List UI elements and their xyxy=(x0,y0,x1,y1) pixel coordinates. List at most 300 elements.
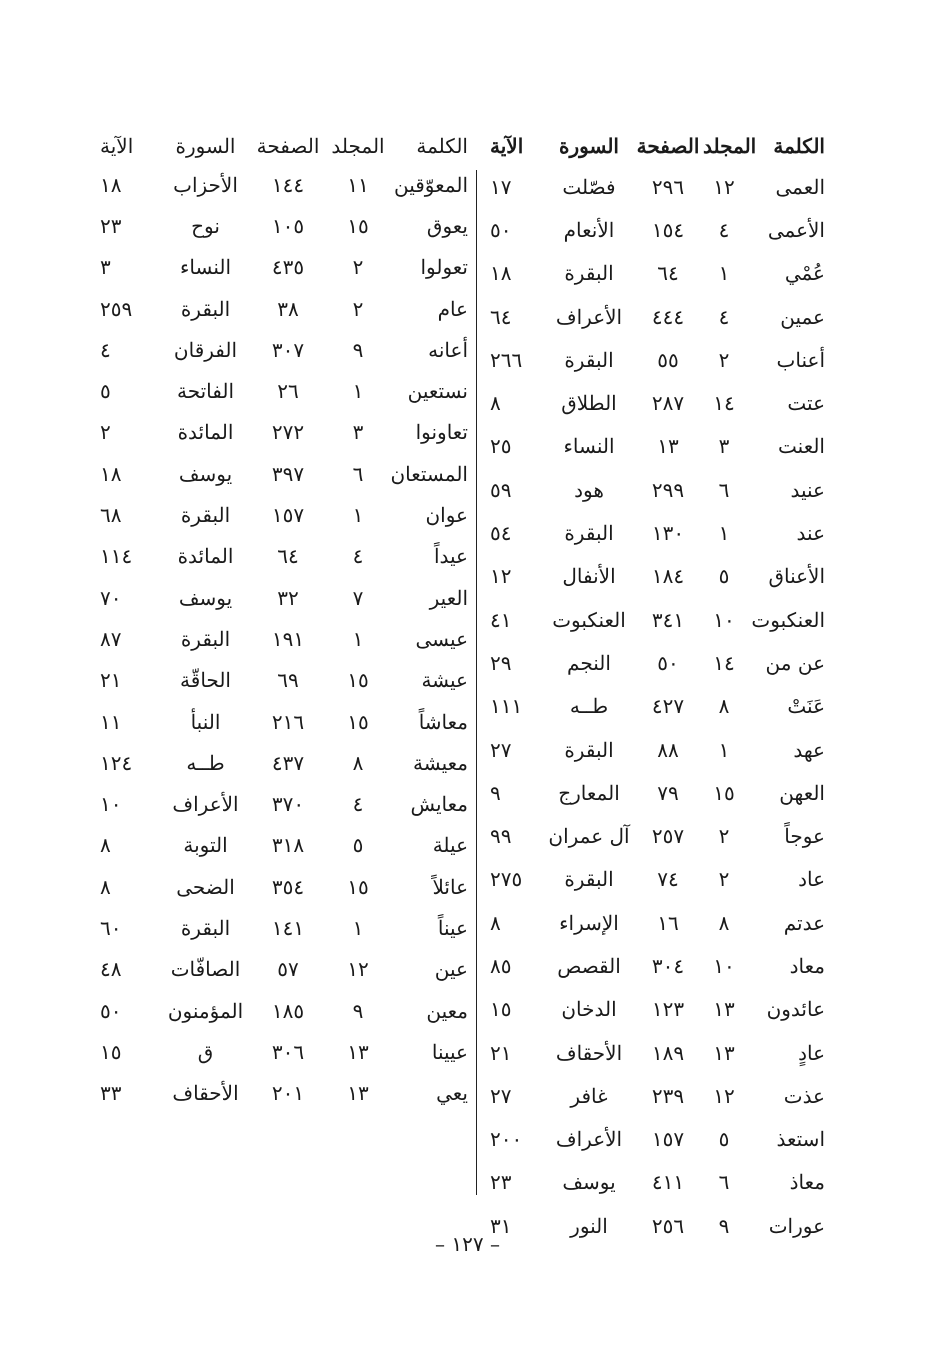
entry-word: يعي xyxy=(436,1081,468,1106)
entry-volume: ٥ xyxy=(352,833,364,858)
entry-word: عوان xyxy=(425,503,468,528)
table-row xyxy=(490,900,825,943)
entry-volume: ١٤ xyxy=(713,650,735,675)
entry-word: عنيد xyxy=(790,477,825,502)
entry-word: العنت xyxy=(778,434,825,459)
entry-page: ١٥٧ xyxy=(651,1127,685,1152)
entry-verse: ٢٧ xyxy=(490,737,512,762)
entry-page: ٢٥٦ xyxy=(651,1213,685,1238)
table-row xyxy=(100,536,468,577)
table-row xyxy=(490,1160,825,1203)
entry-word: المعوّقين xyxy=(393,172,468,197)
page-number: – ١٢٧ – xyxy=(435,1232,500,1256)
entry-word: عيينا xyxy=(431,1039,468,1064)
table-row xyxy=(490,554,825,597)
header-surah: السورة xyxy=(175,134,236,158)
entry-surah: البقرة xyxy=(180,626,231,651)
header-volume: المجلد xyxy=(703,134,757,158)
entry-volume: ١٥ xyxy=(347,213,369,238)
entry-surah: الضحى xyxy=(176,874,235,899)
left-header-row xyxy=(100,128,468,164)
entry-surah: البقرة xyxy=(564,867,614,892)
column-divider xyxy=(476,170,477,1195)
entry-volume: ١٠ xyxy=(713,953,735,978)
entry-surah: الإسراء xyxy=(559,910,619,935)
entry-surah: الفاتحة xyxy=(176,379,235,404)
entry-surah: النبأ xyxy=(190,709,221,734)
entry-volume: ١٢ xyxy=(347,957,369,982)
table-row xyxy=(100,412,468,453)
entry-surah: المائدة xyxy=(177,544,234,569)
entry-surah: الحاقّة xyxy=(180,668,231,693)
entry-page: ٢٩٦ xyxy=(651,174,685,199)
entry-verse: ٤ xyxy=(100,337,111,362)
table-row xyxy=(490,1117,825,1160)
table-row xyxy=(100,990,468,1031)
table-row xyxy=(490,943,825,986)
entry-volume: ١١ xyxy=(347,172,369,197)
entry-page: ١٠٥ xyxy=(271,213,305,238)
entry-surah: البقرة xyxy=(564,347,614,372)
entry-word: معايش xyxy=(410,792,468,817)
header-page: الصفحة xyxy=(636,134,700,158)
table-row xyxy=(490,857,825,900)
entry-volume: ١٤ xyxy=(713,391,735,416)
entry-page: ٥٠ xyxy=(657,650,679,675)
entry-volume: ١٢ xyxy=(713,1083,735,1108)
table-row xyxy=(100,247,468,288)
entry-volume: ٤ xyxy=(352,544,364,569)
entry-word: الأعناق xyxy=(768,564,825,589)
entry-verse: ٥ xyxy=(100,379,111,404)
entry-word: العير xyxy=(429,585,468,610)
entry-volume: ١٣ xyxy=(713,1040,735,1065)
entry-word: عُمْي xyxy=(784,261,825,286)
entry-surah: طــه xyxy=(569,694,609,719)
entry-word: عادٍ xyxy=(798,1040,825,1065)
entry-volume: ٥ xyxy=(718,1127,730,1152)
header-word: الكلمة xyxy=(773,134,825,158)
table-row xyxy=(490,770,825,813)
entry-volume: ٧ xyxy=(352,585,364,610)
entry-page: ١٤٤ xyxy=(271,172,305,197)
entry-page: ١٨٤ xyxy=(651,564,685,589)
entry-word: معين xyxy=(426,998,468,1023)
header-verse: الآية xyxy=(100,134,134,158)
entry-page: ٢٣٩ xyxy=(651,1083,685,1108)
table-row xyxy=(100,825,468,866)
entry-word: معاد xyxy=(789,953,825,978)
entry-verse: ٢٠٠ xyxy=(490,1127,523,1152)
entry-word: أعناب xyxy=(776,347,825,372)
entry-verse: ٣١ xyxy=(490,1213,512,1238)
entry-verse: ٣ xyxy=(100,255,111,280)
table-row xyxy=(490,987,825,1030)
table-row xyxy=(100,660,468,701)
entry-verse: ١٥ xyxy=(100,1039,122,1064)
entry-volume: ١٠ xyxy=(713,607,735,632)
table-row xyxy=(100,949,468,990)
entry-word: عن من xyxy=(765,650,825,675)
entry-page: ١٣٠ xyxy=(651,521,685,546)
entry-verse: ٤٨ xyxy=(100,957,122,982)
entry-page: ٢٥٧ xyxy=(651,824,685,849)
entry-verse: ١٨ xyxy=(490,261,512,286)
entry-word: عيناً xyxy=(437,915,468,940)
entry-volume: ١٣ xyxy=(713,997,735,1022)
entry-word: عورات xyxy=(768,1213,825,1238)
entry-page: ٣٩٧ xyxy=(271,461,305,486)
entry-surah: غافر xyxy=(570,1083,608,1108)
entry-surah: القصص xyxy=(557,953,621,978)
entry-page: ٥٥ xyxy=(657,347,679,372)
entry-verse: ١٨ xyxy=(100,461,122,486)
entry-verse: ١٧ xyxy=(490,174,512,199)
entry-volume: ١٣ xyxy=(347,1081,369,1106)
entry-volume: ١ xyxy=(352,379,364,404)
entry-surah: النور xyxy=(570,1213,608,1238)
entry-volume: ٦ xyxy=(718,1170,730,1195)
table-row xyxy=(100,577,468,618)
entry-verse: ١٢ xyxy=(490,564,512,589)
entry-verse: ٢٣ xyxy=(490,1170,512,1195)
entry-page: ٧٤ xyxy=(657,867,679,892)
table-row xyxy=(490,380,825,423)
entry-volume: ١ xyxy=(718,261,730,286)
entry-surah: النساء xyxy=(179,255,232,280)
entry-volume: ٨ xyxy=(718,694,730,719)
entry-verse: ٢١ xyxy=(100,668,122,693)
table-row xyxy=(100,866,468,907)
entry-page: ٢٩٩ xyxy=(651,477,685,502)
entry-verse: ٧٠ xyxy=(100,585,122,610)
entry-word: عذت xyxy=(783,1083,825,1108)
entry-page: ١٥٧ xyxy=(271,503,305,528)
entry-surah: المؤمنون xyxy=(167,998,244,1023)
entry-surah: المعارج xyxy=(558,780,620,805)
table-row xyxy=(100,783,468,824)
entry-volume: ٨ xyxy=(352,750,364,775)
entry-word: العمى xyxy=(775,174,825,199)
entry-surah: الأنفال xyxy=(562,564,616,589)
entry-surah: فصّلت xyxy=(562,174,616,199)
header-volume: المجلد xyxy=(331,134,385,158)
entry-page: ١٦ xyxy=(657,910,679,935)
entry-volume: ٥ xyxy=(718,564,730,589)
entry-verse: ١١١ xyxy=(490,694,523,719)
entry-verse: ١١ xyxy=(100,709,122,734)
table-row xyxy=(490,510,825,553)
entry-page: ٢٦ xyxy=(277,379,299,404)
entry-verse: ٦٠ xyxy=(100,915,122,940)
entry-surah: النساء xyxy=(563,434,615,459)
entry-word: عند xyxy=(796,521,825,546)
entry-verse: ١١٤ xyxy=(100,544,133,569)
entry-volume: ٦ xyxy=(718,477,730,502)
entry-surah: البقرة xyxy=(564,521,614,546)
table-row xyxy=(100,205,468,246)
entry-page: ٦٤ xyxy=(657,261,679,286)
entry-surah: هود xyxy=(574,477,604,502)
entry-volume: ٩ xyxy=(352,998,364,1023)
entry-page: ٣٠٧ xyxy=(271,337,305,362)
entry-word: عيلة xyxy=(432,833,468,858)
entry-surah: ق xyxy=(197,1039,214,1064)
entry-surah: الأحقاف xyxy=(555,1040,623,1065)
entry-surah: الفرقان xyxy=(173,337,238,362)
entry-word: عيداً xyxy=(433,544,468,569)
entry-surah: طــه xyxy=(186,750,225,775)
header-surah: السورة xyxy=(559,134,619,158)
entry-surah: يوسف xyxy=(562,1170,616,1195)
entry-surah: الطلاق xyxy=(561,391,617,416)
entry-page: ٣٥٤ xyxy=(271,874,305,899)
entry-page: ١٢٣ xyxy=(651,997,685,1022)
entry-word: استعذ xyxy=(776,1127,825,1152)
entry-verse: ٨ xyxy=(490,910,501,935)
entry-volume: ١٥ xyxy=(347,709,369,734)
entry-page: ٣٤١ xyxy=(651,607,685,632)
left-index-body xyxy=(100,164,468,1114)
table-row xyxy=(490,813,825,856)
entry-verse: ٢٩ xyxy=(490,650,512,675)
entry-verse: ٨ xyxy=(490,391,501,416)
entry-page: ٣٠٦ xyxy=(271,1039,305,1064)
entry-page: ٤١١ xyxy=(651,1170,685,1195)
entry-volume: ١٥ xyxy=(347,874,369,899)
entry-volume: ٦ xyxy=(352,461,364,486)
table-row xyxy=(100,288,468,329)
entry-volume: ٩ xyxy=(352,337,364,362)
entry-volume: ٤ xyxy=(718,217,730,242)
table-row xyxy=(490,727,825,770)
entry-verse: ٢٦٦ xyxy=(490,347,523,372)
entry-page: ١٤١ xyxy=(271,915,305,940)
entry-surah: النجم xyxy=(567,650,611,675)
entry-volume: ١ xyxy=(352,626,364,651)
entry-word: تعاونوا xyxy=(415,420,468,445)
entry-word: عائدون xyxy=(766,997,825,1022)
header-verse: الآية xyxy=(490,134,524,158)
table-row xyxy=(100,453,468,494)
entry-word: عهد xyxy=(793,737,825,762)
table-row xyxy=(490,597,825,640)
entry-word: معاذ xyxy=(789,1170,825,1195)
entry-word: تعولوا xyxy=(420,255,468,280)
entry-word: العهن xyxy=(779,780,825,805)
table-row xyxy=(490,424,825,467)
entry-page: ٥٧ xyxy=(277,957,299,982)
entry-page: ٤٤٤ xyxy=(651,304,685,329)
header-page: الصفحة xyxy=(256,134,320,158)
entry-surah: التوبة xyxy=(183,833,228,858)
entry-volume: ١ xyxy=(718,521,730,546)
entry-volume: ٢ xyxy=(718,347,730,372)
table-row xyxy=(100,1031,468,1072)
entry-surah: العنكبوت xyxy=(552,607,626,632)
entry-surah: الأعراف xyxy=(555,304,623,329)
entry-page: ٧٩ xyxy=(657,780,679,805)
entry-surah: نوح xyxy=(191,213,220,238)
entry-page: ١٣ xyxy=(657,434,679,459)
entry-word: عاد xyxy=(798,867,825,892)
table-row xyxy=(490,294,825,337)
entry-page: ٣٠٤ xyxy=(651,953,685,978)
entry-volume: ١ xyxy=(352,915,364,940)
entry-page: ٣٧٠ xyxy=(271,792,305,817)
entry-word: العنكبوت xyxy=(751,607,825,632)
entry-surah: آل عمران xyxy=(548,824,630,849)
entry-verse: ٢١ xyxy=(490,1040,512,1065)
entry-page: ١٨٥ xyxy=(271,998,305,1023)
entry-verse: ٥٩ xyxy=(490,477,512,502)
right-header-row xyxy=(490,128,825,164)
header-word: الكلمة xyxy=(416,134,468,158)
entry-page: ٣٨ xyxy=(277,296,299,321)
entry-verse: ٨٥ xyxy=(490,953,512,978)
entry-word: عيسى xyxy=(415,626,468,651)
entry-verse: ٩٩ xyxy=(490,824,512,849)
left-index-column xyxy=(100,128,468,1114)
entry-word: المستعان xyxy=(390,461,468,486)
entry-word: عين xyxy=(434,957,468,982)
entry-verse: ٥٠ xyxy=(490,217,512,242)
table-row xyxy=(100,618,468,659)
table-row xyxy=(100,494,468,535)
entry-volume: ١٥ xyxy=(713,780,735,805)
entry-volume: ٣ xyxy=(352,420,364,445)
table-row xyxy=(100,742,468,783)
entry-verse: ١٢٤ xyxy=(100,750,133,775)
entry-verse: ٢٥٩ xyxy=(100,296,133,321)
entry-verse: ٢٧٥ xyxy=(490,867,523,892)
entry-verse: ٨ xyxy=(100,833,111,858)
entry-page: ٣١٨ xyxy=(271,833,305,858)
table-row xyxy=(490,467,825,510)
entry-page: ١٩١ xyxy=(271,626,305,651)
entry-page: ٨٨ xyxy=(657,737,679,762)
entry-verse: ٤١ xyxy=(490,607,512,632)
entry-verse: ٦٤ xyxy=(490,304,512,329)
table-row xyxy=(490,1073,825,1116)
entry-word: عائلاً xyxy=(432,874,468,899)
entry-volume: ١ xyxy=(718,737,730,762)
entry-page: ٢١٦ xyxy=(271,709,305,734)
entry-verse: ٨ xyxy=(100,874,111,899)
table-row xyxy=(490,207,825,250)
entry-volume: ٢ xyxy=(718,867,730,892)
entry-surah: البقرة xyxy=(180,915,231,940)
entry-volume: ٤ xyxy=(352,792,364,817)
entry-surah: البقرة xyxy=(564,737,614,762)
entry-word: عيشة xyxy=(421,668,468,693)
entry-verse: ٢٥ xyxy=(490,434,512,459)
entry-surah: الأنعام xyxy=(563,217,615,242)
right-index-body xyxy=(490,164,825,1246)
entry-word: عمين xyxy=(780,304,825,329)
entry-verse: ٢٣ xyxy=(100,213,122,238)
table-row xyxy=(490,684,825,727)
entry-volume: ١٢ xyxy=(713,174,735,199)
entry-surah: الأعراف xyxy=(172,792,239,817)
entry-volume: ٢ xyxy=(718,824,730,849)
entry-page: ١٨٩ xyxy=(651,1040,685,1065)
entry-page: ٤٣٧ xyxy=(271,750,305,775)
entry-verse: ٥٤ xyxy=(490,521,512,546)
entry-surah: البقرة xyxy=(180,503,231,528)
table-row xyxy=(490,337,825,380)
table-row xyxy=(100,370,468,411)
entry-surah: البقرة xyxy=(180,296,231,321)
right-index-column xyxy=(490,128,825,1246)
entry-surah: الصافّات xyxy=(170,957,241,982)
entry-verse: ٢٧ xyxy=(490,1083,512,1108)
entry-word: معاشاً xyxy=(418,709,468,734)
entry-word: معيشة xyxy=(413,750,468,775)
entry-page: ١٥٤ xyxy=(651,217,685,242)
entry-surah: البقرة xyxy=(564,261,614,286)
entry-page: ٢٧٢ xyxy=(271,420,305,445)
entry-surah: الدخان xyxy=(561,997,617,1022)
entry-verse: ٥٠ xyxy=(100,998,122,1023)
entry-word: عتت xyxy=(787,391,825,416)
table-row xyxy=(490,164,825,207)
entry-word: عام xyxy=(437,296,468,321)
entry-volume: ١٣ xyxy=(347,1039,369,1064)
table-row xyxy=(490,640,825,683)
entry-page: ٢٨٧ xyxy=(651,391,685,416)
entry-surah: الأعراف xyxy=(555,1127,623,1152)
entry-verse: ٦٨ xyxy=(100,503,122,528)
entry-page: ٤٢٧ xyxy=(651,694,685,719)
entry-surah: يوسف xyxy=(178,585,233,610)
table-row xyxy=(100,329,468,370)
table-row xyxy=(100,907,468,948)
entry-volume: ٣ xyxy=(718,434,730,459)
table-row xyxy=(490,1030,825,1073)
entry-volume: ١٥ xyxy=(347,668,369,693)
entry-verse: ٣٣ xyxy=(100,1081,122,1106)
entry-word: عوجاً xyxy=(784,824,825,849)
entry-word: عدتم xyxy=(783,910,825,935)
table-row xyxy=(100,701,468,742)
entry-page: ٢٠١ xyxy=(271,1081,305,1106)
entry-verse: ٩ xyxy=(490,780,501,805)
entry-page: ٣٢ xyxy=(277,585,299,610)
entry-surah: الأحقاف xyxy=(172,1081,239,1106)
entry-word: يعوق xyxy=(426,213,468,238)
entry-word: عَنَتْ xyxy=(787,694,825,719)
entry-surah: الأحزاب xyxy=(173,172,238,197)
entry-volume: ٩ xyxy=(718,1213,730,1238)
entry-volume: ٢ xyxy=(352,255,364,280)
table-row xyxy=(100,164,468,205)
entry-page: ٦٤ xyxy=(277,544,299,569)
entry-page: ٦٩ xyxy=(277,668,299,693)
entry-word: نستعين xyxy=(407,379,468,404)
table-row xyxy=(100,1073,468,1114)
entry-word: الأعمى xyxy=(767,217,825,242)
entry-verse: ١٨ xyxy=(100,172,122,197)
entry-surah: يوسف xyxy=(178,461,233,486)
entry-verse: ٨٧ xyxy=(100,626,122,651)
entry-word: أعانه xyxy=(428,337,468,362)
entry-verse: ١٥ xyxy=(490,997,512,1022)
table-row xyxy=(490,251,825,294)
entry-verse: ٢ xyxy=(100,420,111,445)
entry-volume: ٤ xyxy=(718,304,730,329)
entry-verse: ١٠ xyxy=(100,792,122,817)
